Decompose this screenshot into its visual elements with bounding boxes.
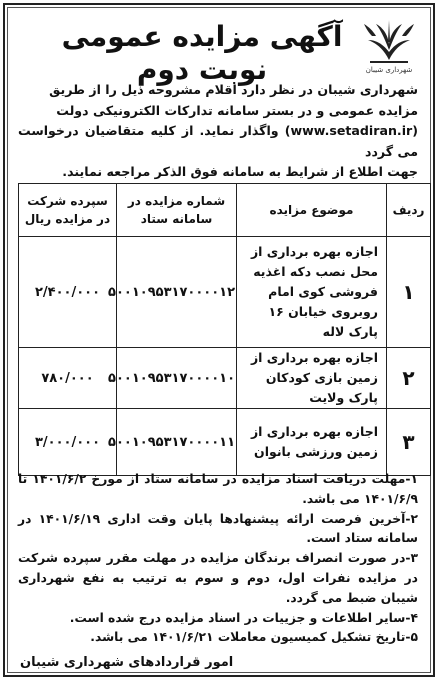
auction-table	[18, 183, 431, 476]
row-code: ۵۰۰۱۰۹۵۳۱۷۰۰۰۰۱۰	[117, 348, 237, 409]
table-row	[19, 348, 431, 409]
table-row	[19, 237, 431, 348]
intro-line: مزایده عمومی و در بستر سامانه تدارکات الکترونیکی دولت	[56, 102, 418, 118]
row-subject: اجازه بهره برداری از زمین بازی کودکان پارک ولایت	[237, 348, 387, 409]
table-row	[19, 409, 431, 476]
header-deposit: سپرده شرکت در مزایده ریال	[19, 184, 117, 237]
intro-paragraph	[18, 80, 418, 183]
row-deposit: ۲/۴۰۰/۰۰۰	[19, 237, 117, 348]
intro-line: جهت اطلاع از شرایط به سامانه فوق الذکر مراجعه نمایند.	[62, 164, 418, 179]
note-item: ۵-تاریخ تشکیل کمیسیون معاملات ۱۴۰۱/۶/۲۱ می باشد.	[90, 630, 418, 645]
row-number: ۲	[387, 348, 431, 409]
logo-emblem-icon	[358, 16, 420, 66]
notes-list	[18, 470, 418, 648]
intro-line: شهرداری شیبان در نظر دارد اقلام مشروحه ذیل را از طریق	[49, 82, 418, 97]
note-item: ۲-آخرین فرصت ارائه پیشنهادها پایان وقت اداری ۱۴۰۱/۶/۱۹ در سامانه ستاد است.	[18, 511, 418, 546]
municipality-logo	[358, 16, 420, 76]
table-header-row	[19, 184, 431, 237]
header-row-number: ردیف	[387, 184, 431, 237]
ad-inner-border	[7, 7, 431, 673]
note-item: ۱-مهلت دریافت اسناد مزایده در سامانه ستاد از مورخ ۱۴۰۱/۶/۲ تا ۱۴۰۱/۶/۹ می باشد.	[18, 472, 418, 506]
header-code: شماره مزایده در سامانه ستاد	[117, 184, 237, 237]
row-number: ۳	[387, 409, 431, 476]
header-subject: موضوع مزایده	[237, 184, 387, 237]
row-number: ۱	[387, 237, 431, 348]
logo-caption: شهرداری شیبان	[365, 66, 413, 74]
row-subject: اجازه بهره برداری از محل نصب دکه اغذیه فروشی کوی امام روبروی خیابان ۱۶ پارک لاله	[237, 237, 387, 348]
row-deposit: ۷۸۰/۰۰۰	[19, 348, 117, 409]
intro-line: (www.setadiran.ir) واگذار نماید. از کلیه متقاضیان درخواست می گردد	[18, 123, 418, 159]
row-subject: اجازه بهره برداری از زمین ورزشی بانوان	[237, 409, 387, 476]
ad-header	[8, 8, 430, 86]
ad-title: آگهی مزایده عمومی نوبت دوم	[61, 20, 343, 86]
ad-frame	[3, 3, 435, 677]
row-code: ۵۰۰۱۰۹۵۳۱۷۰۰۰۰۱۲	[117, 237, 237, 348]
signature: امور قراردادهای شهرداری شیبان	[20, 655, 234, 670]
row-deposit: ۳/۰۰۰/۰۰۰	[19, 409, 117, 476]
note-item: ۳-در صورت انصراف برندگان مزایده در مهلت مقرر سپرده شرکت در مزایده نفرات اول، دوم و سوم به ترتیب به نفع شهرداری شیبان ضبط می گردد.	[18, 551, 418, 605]
note-item: ۴-سایر اطلاعات و جزییات در اسناد مزایده درج شده است.	[69, 610, 418, 625]
row-code: ۵۰۰۱۰۹۵۳۱۷۰۰۰۰۱۱	[117, 409, 237, 476]
